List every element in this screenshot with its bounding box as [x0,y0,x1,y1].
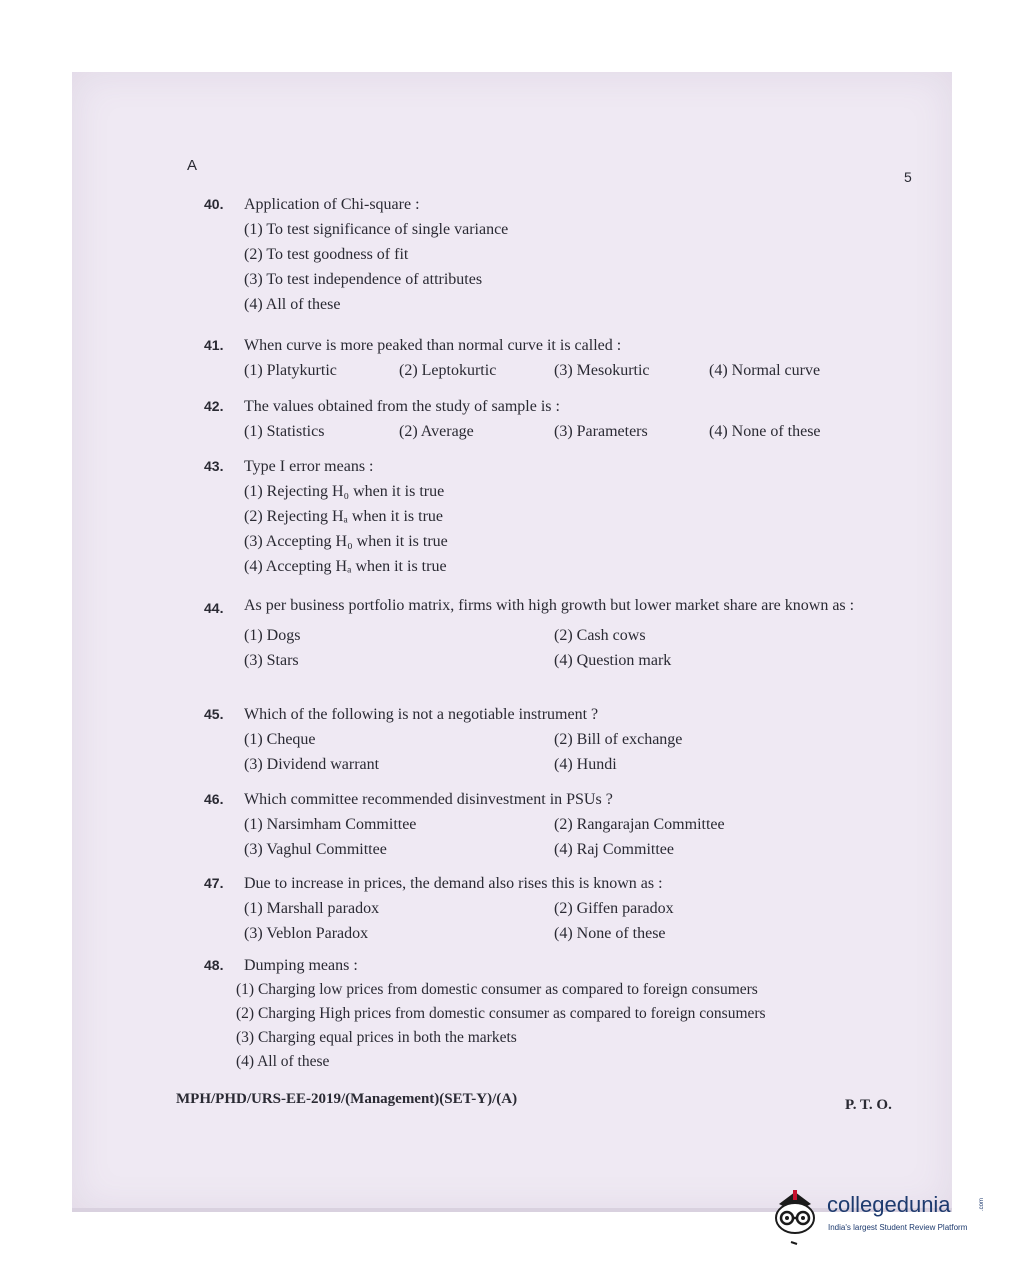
option: (4) None of these [554,925,666,942]
question-number: 47. [204,875,224,891]
question-48 [204,953,904,1074]
option: (3) Vaghul Committee [244,841,387,858]
question-number: 48. [204,957,224,973]
option: (3) Parameters [554,423,648,440]
option: (3) Accepting H₀ when it is true [244,533,448,550]
option: (1) Charging low prices from domestic consumer as compared to foreign consumers [236,981,758,998]
option: (2) Rejecting Hₐ when it is true [244,508,443,525]
question-number: 46. [204,791,224,807]
option: (2) Average [399,423,474,440]
option: (2) Cash cows [554,627,646,644]
option: (2) Rangarajan Committee [554,816,725,833]
page-number: 5 [904,169,912,185]
question-number: 45. [204,706,224,722]
question-number: 43. [204,458,224,474]
option: (4) Question mark [554,652,672,669]
option: (1) Cheque [244,731,316,748]
option: (4) Raj Committee [554,841,674,858]
question-text: Due to increase in prices, the demand also rises this is known as : [244,875,663,892]
option: (2) To test goodness of fit [244,246,409,263]
option: (3) Mesokurtic [554,362,650,379]
set-letter: A [187,157,198,174]
question-47 [204,871,904,946]
option: (1) Rejecting H₀ when it is true [244,483,445,500]
option: (4) Hundi [554,756,617,773]
question-number: 42. [204,398,224,414]
option: (1) Dogs [244,627,301,644]
question-text: Type I error means : [244,458,374,475]
paper-code: MPH/PHD/URS-EE-2019/(Management)(SET-Y)/(A) [176,1091,518,1107]
option: (4) Normal curve [709,362,821,379]
question-number: 44. [204,600,224,616]
option: (1) Narsimham Committee [244,816,417,833]
brand-tagline: India's largest Student Review Platform [828,1223,968,1232]
option: (3) Charging equal prices in both the markets [236,1029,517,1046]
question-text: Application of Chi-square : [244,196,420,213]
option: (3) Veblon Paradox [244,925,369,942]
question-text: When curve is more peaked than normal curve it is called : [244,337,622,354]
option: (1) Statistics [244,423,325,440]
option: (4) None of these [709,423,821,440]
question-46 [204,787,904,862]
option: (2) Charging High prices from domestic consumer as compared to foreign consumers [236,1005,766,1022]
option: (2) Leptokurtic [399,362,497,379]
option: (4) Accepting Hₐ when it is true [244,558,447,575]
option: (3) Stars [244,652,299,669]
option: (2) Bill of exchange [554,731,683,748]
question-text: Which of the following is not a negotiable instrument ? [244,706,599,723]
question-text: As per business portfolio matrix, firms with high growth but lower market share are known as : [244,597,855,614]
option: (4) All of these [236,1053,330,1070]
question-42 [204,394,904,444]
question-43 [204,454,904,579]
mascot-icon [765,1178,825,1248]
question-40 [204,192,904,317]
question-text: Dumping means : [244,957,358,974]
option: (1) To test significance of single variance [244,221,509,238]
question-number: 40. [204,196,224,212]
question-41 [204,333,904,383]
please-turn-over: P. T. O. [845,1097,892,1113]
brand-domain: .com [979,1198,985,1212]
option: (2) Giffen paradox [554,900,674,917]
question-44 [204,596,904,673]
question-45 [204,702,904,777]
option: (4) All of these [244,296,341,313]
option: (3) To test independence of attributes [244,271,483,288]
brand-name: collegedunia [827,1192,951,1217]
question-text: Which committee recommended disinvestment in PSUs ? [244,791,613,808]
option: (1) Platykurtic [244,362,337,379]
option: (1) Marshall paradox [244,900,380,917]
collegedunia-watermark [765,1178,1005,1248]
question-number: 41. [204,337,224,353]
option: (3) Dividend warrant [244,756,380,773]
question-text: The values obtained from the study of sample is : [244,398,560,415]
